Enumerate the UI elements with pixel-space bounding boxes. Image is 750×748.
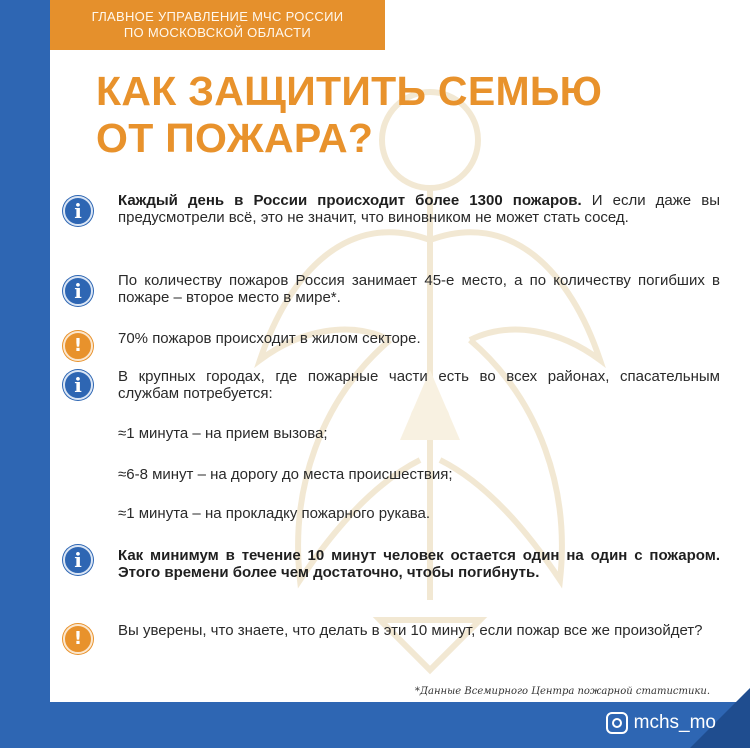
list-item bbox=[118, 272, 720, 306]
info-icon: i bbox=[63, 276, 93, 306]
list-item bbox=[118, 547, 720, 581]
warning-icon: ! bbox=[63, 624, 93, 654]
title-line-1: КАК ЗАЩИТИТЬ СЕМЬЮ bbox=[96, 68, 603, 114]
banner-line-2: ПО МОСКОВСКОЙ ОБЛАСТИ bbox=[123, 25, 312, 40]
info-icon: i bbox=[63, 545, 93, 575]
header-banner bbox=[50, 0, 385, 50]
item-text: 70% пожаров происходит в жилом секторе. bbox=[118, 330, 421, 347]
item-bold-text: Каждый день в России происходит более 1300 пожаров. bbox=[118, 192, 582, 209]
warning-icon: ! bbox=[63, 331, 93, 361]
info-icon: i bbox=[63, 370, 93, 400]
instagram-handle[interactable] bbox=[606, 712, 716, 734]
item-bold-text: Как минимум в течение 10 минут человек остается один на один с пожаром. Этого времени более чем достаточно, чтобы погибнуть. bbox=[118, 547, 720, 581]
title-line-2: ОТ ПОЖАРА? bbox=[96, 115, 374, 161]
instagram-icon bbox=[606, 712, 628, 734]
list-item bbox=[118, 330, 720, 347]
page-title bbox=[96, 68, 602, 162]
time-item: ≈1 минута – на прием вызова; bbox=[118, 425, 328, 442]
item-text: По количеству пожаров Россия занимает 45-е место, а по количеству погибших в пожаре – второе место в мире*. bbox=[118, 272, 720, 306]
item-text: В крупных городах, где пожарные части есть во всех районах, спасательным службам потребуется: bbox=[118, 368, 720, 402]
banner-line-1: ГЛАВНОЕ УПРАВЛЕНИЕ МЧС РОССИИ bbox=[91, 9, 344, 24]
time-item: ≈6-8 минут – на дорогу до места происшествия; bbox=[118, 466, 453, 483]
item-text: И если даже вы предусмотрели всё, это не значит, что виновником не может стать сосед. bbox=[118, 192, 720, 226]
info-icon: i bbox=[63, 196, 93, 226]
list-item bbox=[118, 622, 720, 639]
list-item bbox=[118, 192, 720, 226]
item-text: Вы уверены, что знаете, что делать в эти 10 минут, если пожар все же произойдет? bbox=[118, 622, 703, 639]
time-item: ≈1 минута – на прокладку пожарного рукава. bbox=[118, 505, 431, 522]
blue-side-band bbox=[0, 0, 50, 748]
footnote: *Данные Всемирного Центра пожарной статистики. bbox=[414, 686, 710, 697]
instagram-label: mchs_mo bbox=[633, 712, 716, 733]
list-item bbox=[118, 368, 720, 402]
